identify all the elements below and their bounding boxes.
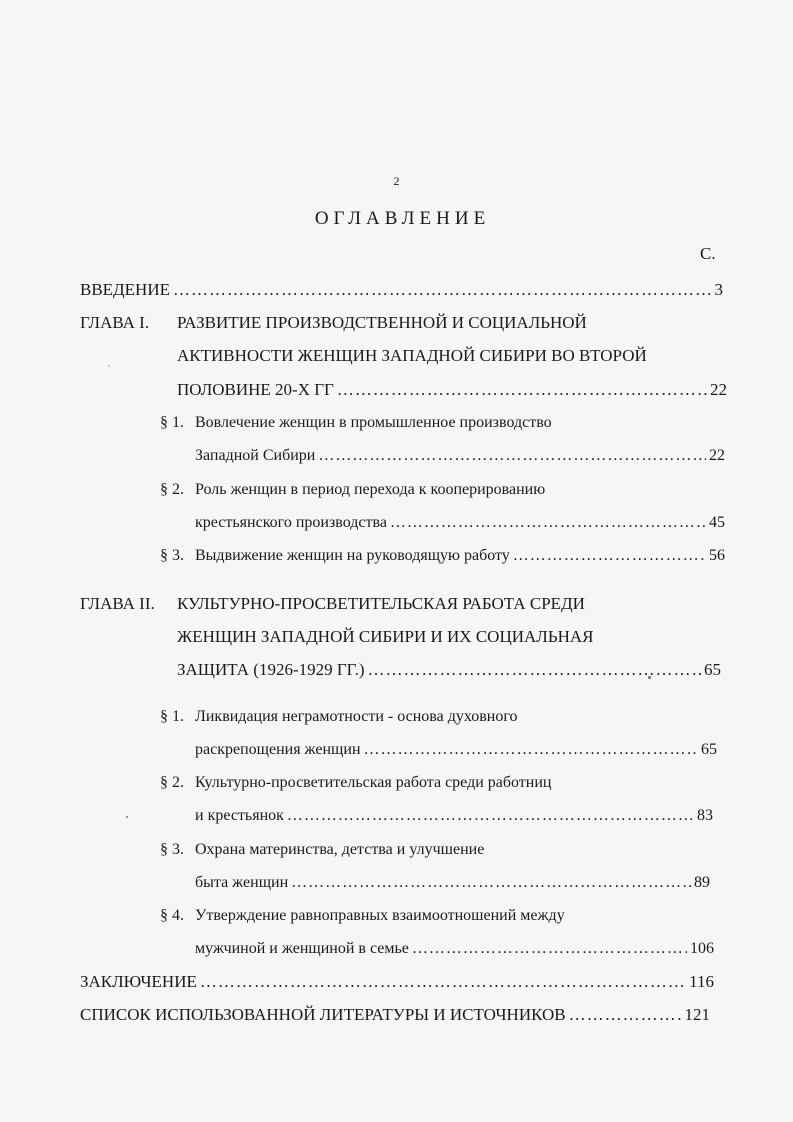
leader-dots <box>287 807 694 825</box>
scan-speck <box>126 816 128 818</box>
conclusion-page: 116 <box>689 972 714 991</box>
section-title: Культурно-просветительская работа среди работниц <box>195 774 552 791</box>
section-page: 22 <box>709 447 725 464</box>
section-title: Вовлечение женщин в промышленное производство <box>195 414 552 431</box>
leader-dots <box>390 514 706 532</box>
section-page: 89 <box>694 874 710 891</box>
toc-title: ОГЛАВЛЕНИЕ <box>314 208 491 229</box>
intro-label: ВВЕДЕНИЕ <box>80 280 170 299</box>
conclusion-label: ЗАКЛЮЧЕНИЕ <box>80 972 197 991</box>
section-number: § 1. <box>160 708 184 725</box>
section-page: 65 <box>701 741 717 758</box>
toc-entry-section <box>195 874 710 892</box>
chapter2-title-line1: КУЛЬТУРНО-ПРОСВЕТИТЕЛЬСКАЯ РАБОТА СРЕДИ <box>177 594 585 613</box>
section-title: Выдвижение женщин на руководящую работу <box>195 547 510 564</box>
chapter2-page: 65 <box>704 660 721 679</box>
chapter1-page: 22 <box>710 380 727 399</box>
section-title-cont: крестьянского производства <box>195 514 387 531</box>
leader-dots <box>569 1005 682 1025</box>
toc-entry-section <box>195 447 725 465</box>
section-title: Роль женщин в период перехода к кооперированию <box>195 481 546 498</box>
chapter1-title-line2: АКТИВНОСТИ ЖЕНЩИН ЗАПАДНОЙ СИБИРИ ВО ВТОРОЙ <box>177 346 647 365</box>
section-number: § 2. <box>160 774 184 791</box>
section-title-cont: быта женщин <box>195 874 289 891</box>
section-page: 56 <box>709 547 725 564</box>
leader-dots <box>291 874 691 892</box>
section-page: 106 <box>690 940 714 957</box>
leader-dots <box>318 447 706 465</box>
toc-entry-section <box>195 741 717 759</box>
toc-entry-intro <box>80 280 723 300</box>
section-title-cont: раскрепощения женщин <box>195 741 361 758</box>
section-page: 45 <box>709 514 725 531</box>
scan-speck <box>648 676 651 679</box>
chapter2-title-line3: ЗАЩИТА (1926-1929 ГГ.) <box>177 660 365 679</box>
leader-dots <box>337 380 707 400</box>
section-number: § 4. <box>160 907 184 924</box>
page-number: 2 <box>393 174 400 188</box>
toc-entry-conclusion <box>80 972 714 992</box>
section-title: Утверждение равноправных взаимоотношений между <box>195 907 565 924</box>
chapter1-label: ГЛАВА I. <box>80 313 150 332</box>
section-title: Ликвидация неграмотности - основа духовного <box>195 708 518 725</box>
section-title: Охрана материнства, детства и улучшение <box>195 841 485 858</box>
toc-entry-section <box>195 807 713 825</box>
chapter2-title-line2: ЖЕНЩИН ЗАПАДНОЙ СИБИРИ И ИХ СОЦИАЛЬНАЯ <box>177 627 594 646</box>
chapter1-title-line1: РАЗВИТИЕ ПРОИЗВОДСТВЕННОЙ И СОЦИАЛЬНОЙ <box>177 313 587 332</box>
section-number: § 3. <box>160 841 184 858</box>
section-title-cont: Западной Сибири <box>195 447 316 464</box>
bibliography-page: 121 <box>684 1005 710 1024</box>
toc-entry-chapter1 <box>177 380 727 400</box>
leader-dots <box>513 547 706 565</box>
section-title-cont: мужчиной и женщиной в семье <box>195 940 409 957</box>
scan-speck <box>108 365 110 367</box>
leader-dots <box>173 280 712 300</box>
bibliography-label: СПИСОК ИСПОЛЬЗОВАННОЙ ЛИТЕРАТУРЫ И ИСТОЧНИКОВ <box>80 1005 566 1024</box>
section-title-cont: и крестьянок <box>195 807 284 824</box>
leader-dots <box>200 972 686 992</box>
toc-entry-section <box>195 547 725 565</box>
intro-page: 3 <box>714 280 723 299</box>
leader-dots <box>412 940 687 958</box>
section-page: 83 <box>697 807 713 824</box>
section-number: § 1. <box>160 414 184 431</box>
toc-entry-bibliography <box>80 1005 710 1025</box>
section-number: § 3. <box>160 547 184 564</box>
chapter2-label: ГЛАВА II. <box>80 594 155 613</box>
toc-entry-section <box>195 514 725 532</box>
toc-entry-chapter2 <box>177 660 721 680</box>
section-number: § 2. <box>160 481 184 498</box>
toc-entry-section <box>195 940 714 958</box>
page-column-label: С. <box>700 244 716 263</box>
chapter1-title-line3: ПОЛОВИНЕ 20-Х ГГ <box>177 380 334 399</box>
leader-dots <box>364 741 699 759</box>
